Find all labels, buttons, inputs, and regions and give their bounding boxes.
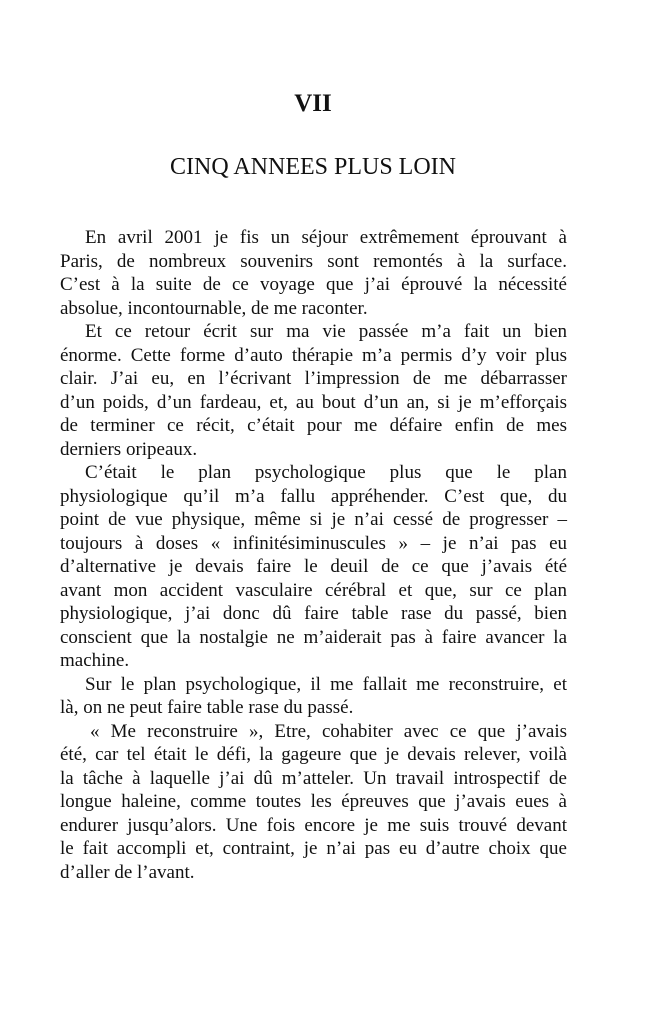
text-line: endurer jusqu’alors. Une fois encore je me suis trouvé devant [60, 814, 567, 836]
text-line: physiologique qu’il m’a fallu appréhender. C’est que, du [60, 485, 567, 507]
text-line: En avril 2001 je fis un séjour extrêmement éprouvant à [85, 227, 567, 248]
text-line: C’était le plan psychologique plus que le plan [85, 462, 567, 483]
text-line: physiologique, j’ai donc dû faire table rase du passé, bien [60, 603, 567, 624]
text-line: Et ce retour écrit sur ma vie passée m’a fait un bien [85, 321, 567, 342]
text-line: Paris, de nombreux souvenirs sont remontés à la surface. [60, 250, 567, 272]
paragraph [60, 673, 567, 720]
paragraph [60, 226, 567, 320]
text-line: avant mon accident vasculaire cérébral et que, sur ce plan [60, 579, 567, 601]
text-line: toujours à doses « infinitésiminuscules » – je n’ai pas eu [60, 532, 567, 554]
text-line: « Me reconstruire », Etre, cohabiter avec ce que j’avais [90, 720, 567, 742]
text-line: C’est à la suite de ce voyage que j’ai éprouvé la nécessité [60, 274, 567, 295]
text-line: clair. J’ai eu, en l’écrivant l’impression de me débarrasser [60, 368, 567, 389]
text-line: d’un poids, d’un fardeau, et, au bout d’un an, si je m’efforçais [60, 391, 567, 413]
chapter-title: CINQ ANNEES PLUS LOIN [169, 154, 456, 180]
paragraph [60, 720, 567, 885]
paragraph [60, 320, 567, 461]
text-line: machine. [60, 650, 130, 671]
chapter-number: VII [294, 90, 332, 117]
text-line: été, car tel était le défi, la gageure que je devais relever, voilà [60, 744, 567, 765]
text-line: énorme. Cette forme d’auto thérapie m’a permis d’y voir plus [60, 344, 567, 366]
paragraph [60, 461, 567, 673]
text-line: la tâche à laquelle j’ai dû m’atteler. Un travail introspectif de [60, 767, 567, 789]
text-line: point de vue physique, même si je n’ai cessé de progresser – [60, 509, 567, 530]
chapter-body [60, 226, 567, 884]
text-line: de terminer ce récit, c’était pour me défaire enfin de mes [60, 415, 567, 436]
text-line: longue haleine, comme toutes les épreuves que j’avais eues à [60, 791, 567, 812]
text-line: absolue, incontournable, de me raconter. [60, 297, 368, 319]
text-line: d’alternative je devais faire le deuil de ce que j’avais été [60, 556, 567, 577]
text-line: conscient que la nostalgie ne m’aiderait pas à faire avancer la [60, 626, 567, 648]
text-line: le fait accompli et, contraint, je n’ai pas eu d’autre choix que [60, 838, 567, 859]
text-line: d’aller de l’avant. [60, 861, 195, 883]
text-line: Sur le plan psychologique, il me fallait me reconstruire, et [85, 673, 567, 695]
text-line: derniers oripeaux. [60, 438, 198, 460]
text-line: là, on ne peut faire table rase du passé. [60, 697, 354, 718]
